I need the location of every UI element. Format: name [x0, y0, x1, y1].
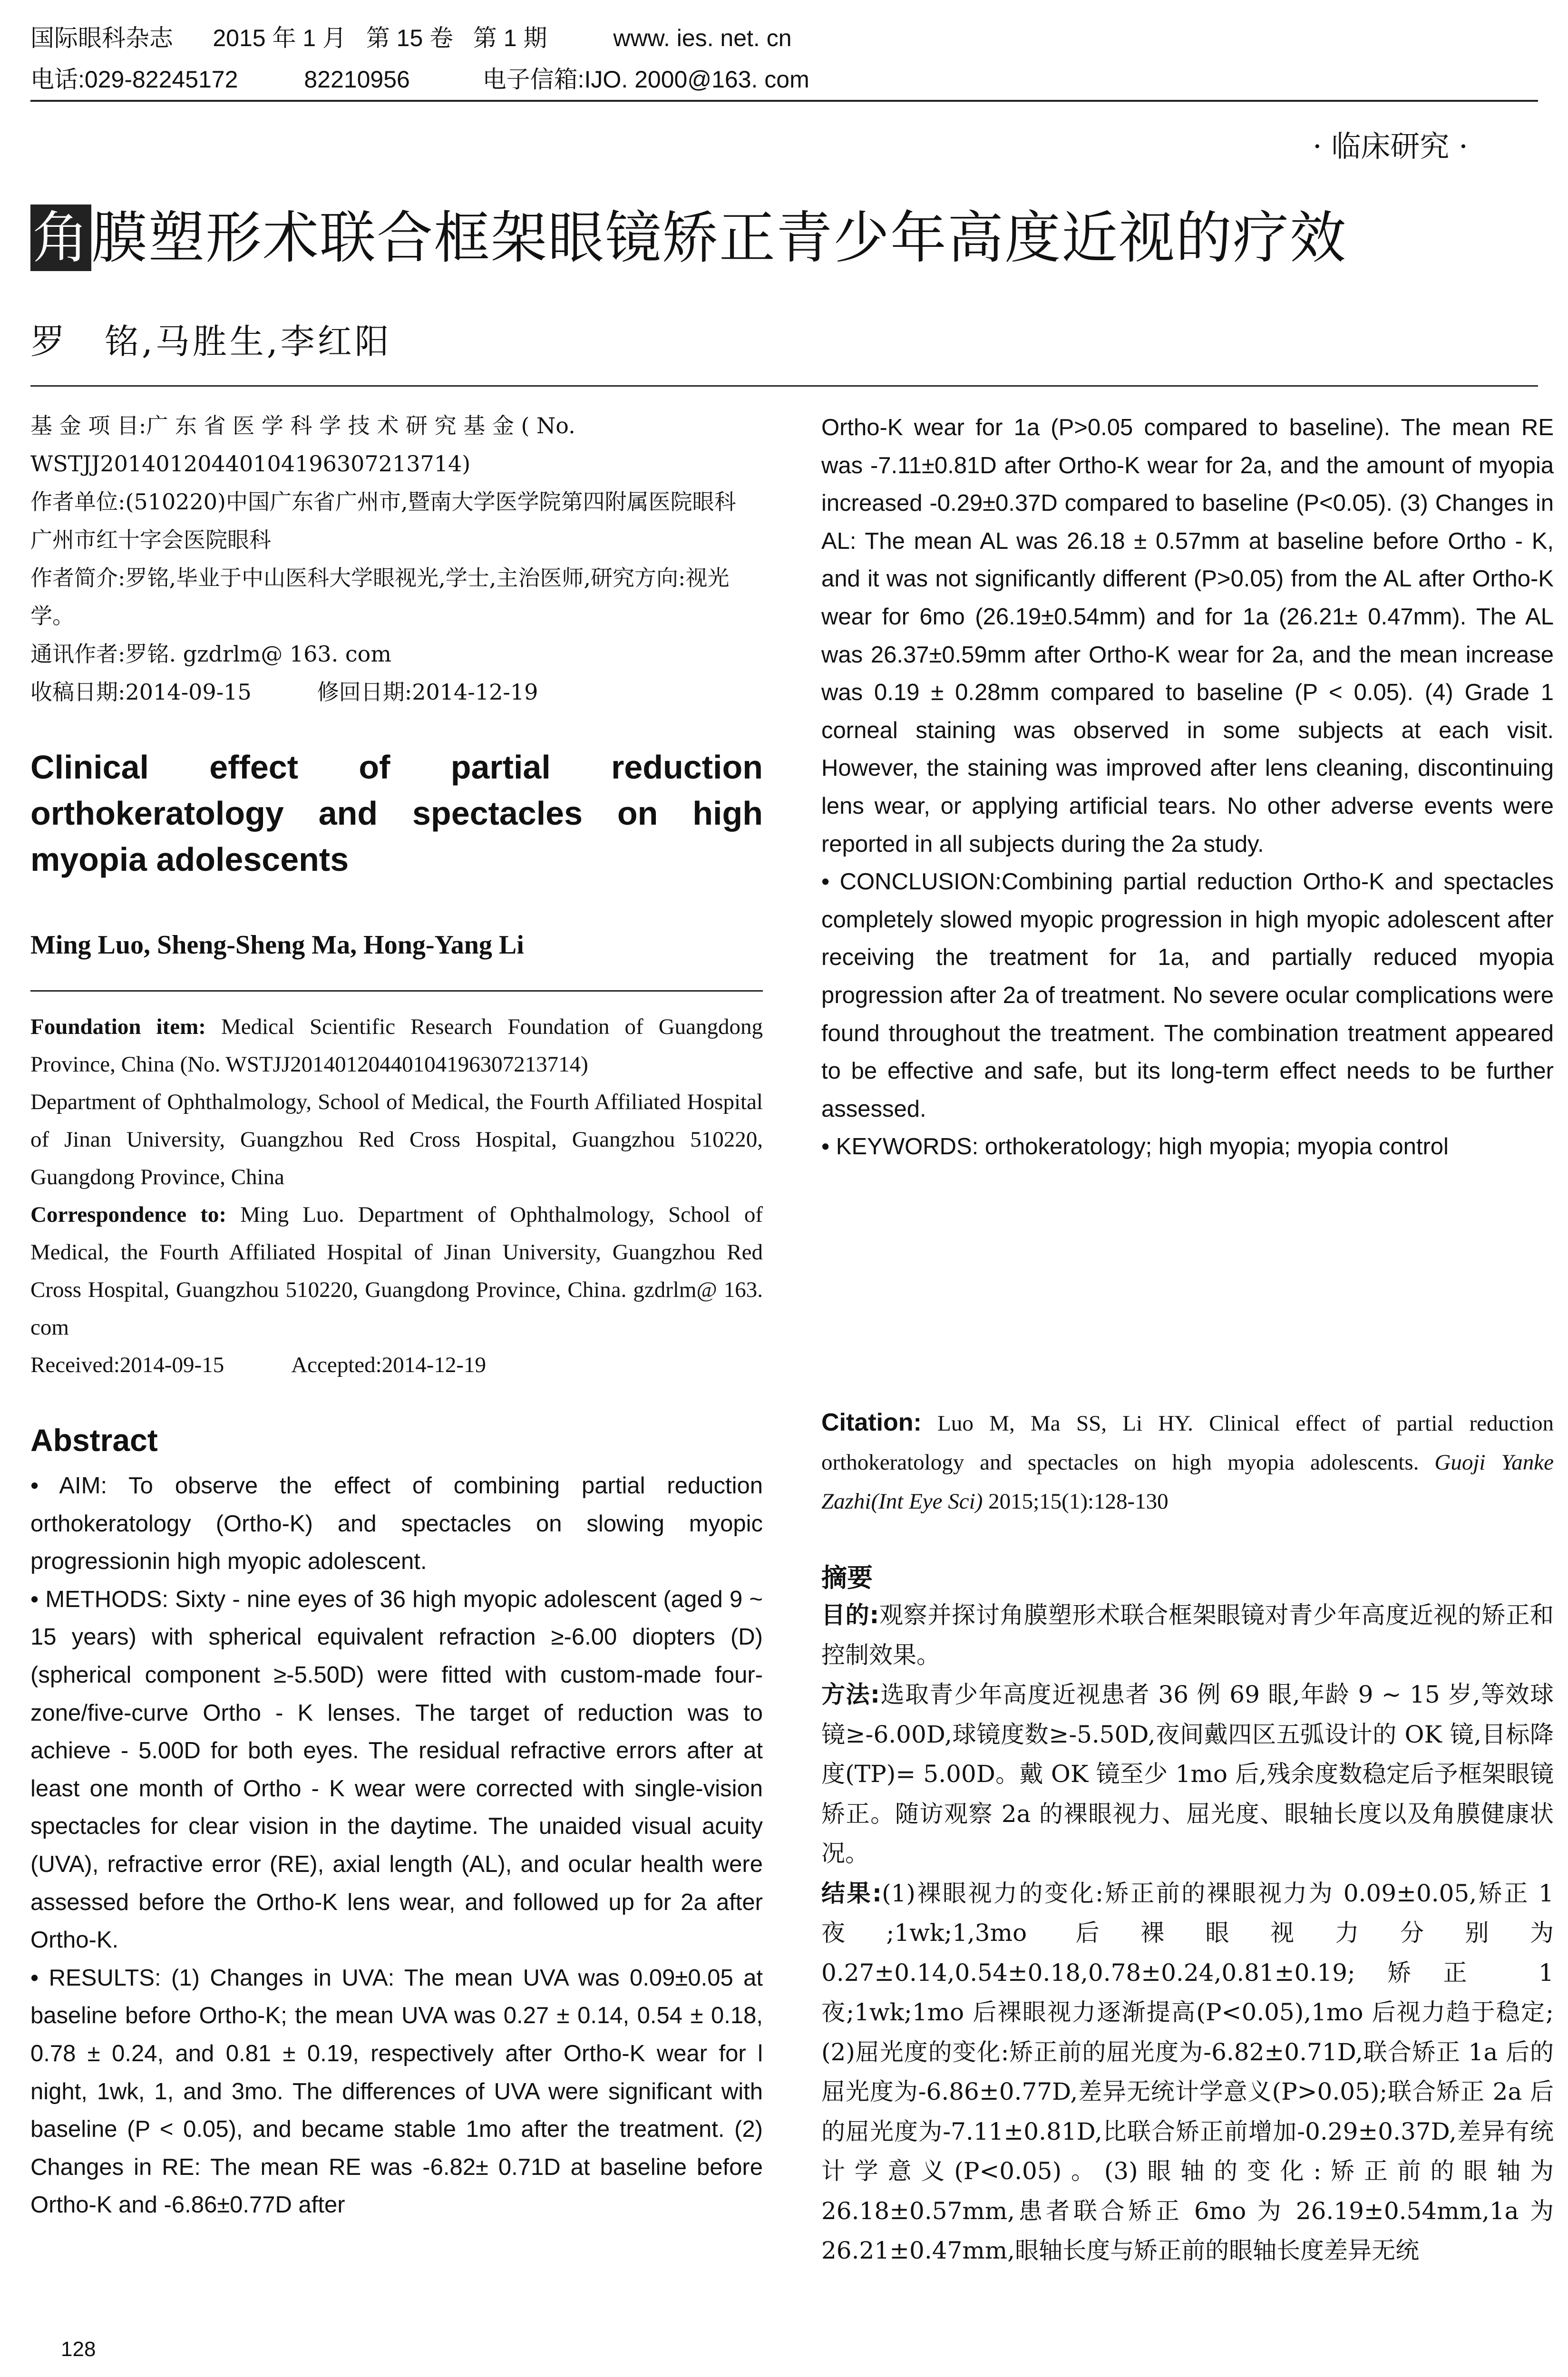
- en-authors-rule: [30, 990, 763, 992]
- cn-meta-correspondence: 通讯作者:罗铭. gzdrlm@ 163. com: [30, 641, 391, 667]
- zh-methods: 方法:选取青少年高度近视患者 36 例 69 眼,年龄 9 ~ 15 岁,等效球镜≥-6.00D,球镜度数≥-5.50D,夜间戴四区五弧设计的 OK 镜,目标降度(TP)= 5.00D。戴 OK 镜至少 1mo 后,残余度数稳定后予框架眼镜矫正。随访观察 2a 的裸眼视力、屈光度、眼轴长度以及角膜健康状况。: [821, 1681, 1554, 1867]
- authors-rule: [30, 385, 1538, 387]
- authors-cn: 罗 铭,马胜生,李红阳: [30, 321, 392, 361]
- citation-text: Luo M, Ma SS, Li HY. Clinical effect of partial reduction orthokeratology and spectacles on high myopia adolescents.: [821, 1411, 1554, 1475]
- abstract-conclusion: • CONCLUSION:Combining partial reduction Ortho-K and spectacles completely slowed myopic progression in high myopic adolescent after receiving the treatment for 1a, and partially reduced myopia progression after 2a of treatment. No severe ocular complications were found throughout the treatment. The combination treatment appeared to be effective and safe, but its long-term effect needs to be further assessed.: [821, 869, 1554, 1122]
- received-accepted: Received:2014-09-15 Accepted:2014-12-19: [30, 1353, 487, 1377]
- journal-header-line2: [30, 64, 809, 95]
- abstract-results-part2: Ortho-K wear for 1a (P>0.05 compared to baseline). The mean RE was -7.11±0.81D after Ortho-K wear for 2a, and the amount of myopia increased -0.29±0.37D compared to baseline (P<0.05). (3) Changes in AL: The mean AL was 26.18 ± 0.57mm at baseline before Ortho - K, and it was not significantly different (P>0.05) from the AL after Ortho-K wear for 6mo (26.19±0.54mm) and for 1a (26.21± 0.47mm). The AL was 26.37±0.59mm after Ortho-K wear for 2a, and the mean increase was 0.19 ± 0.28mm compared to baseline (P < 0.05). (4) Grade 1 corneal staining was observed in some subjects at each visit. However, the staining was improved after lens cleaning, discontinuing lens wear, or applying artificial tears. No other adverse events were reported in all subjects during the 2a study.: [821, 415, 1554, 857]
- phone-2: 82210956: [304, 66, 410, 93]
- en-title: Clinical effect of partial reduction orthokeratology and spectacles on high myopia adolescents: [30, 749, 763, 878]
- citation-label: Citation:: [821, 1409, 922, 1436]
- abstract-heading: Abstract: [30, 1422, 158, 1458]
- email: 电子信箱:IJO. 2000@163. com: [482, 66, 809, 93]
- issue-date: 2015 年 1 月: [213, 25, 347, 51]
- abstract-methods: • METHODS: Sixty - nine eyes of 36 high myopic adolescent (aged 9 ~ 15 years) with spherical equivalent refraction ≥-6.00 diopters (D) (spherical component ≥-5.50D) were fitted with custom-made four-zone/five-curve Ortho - K lenses. The target of reduction was to achieve - 5.00D for both eyes. The residual refractive errors after at least one month of Ortho - K wear were corrected with single-vision spectacles for clear vision in the daytime. The unaided visual acuity (UVA), refractive error (RE), axial length (AL), and ocular health were assessed before the Ortho-K lens wear, and followed up for 2a after Ortho-K.: [30, 1586, 763, 1953]
- article-title: [30, 205, 1347, 271]
- zh-abstract: [821, 1596, 1554, 2271]
- issue: 第 1 期: [473, 25, 547, 51]
- abstract-results-part1: • RESULTS: (1) Changes in UVA: The mean UVA was 0.09±0.05 at baseline before Ortho-K; the mean UVA was 0.27 ± 0.14, 0.54 ± 0.18, 0.78 ± 0.24, and 0.81 ± 0.19, respectively after Ortho-K wear for l night, 1wk, 1, and 3mo. The differences of UVA were significant with baseline (P < 0.05), and became stable 1mo after the treatment. (2) Changes in RE: The mean RE was -6.82± 0.71D at baseline before Ortho-K and -6.86±0.77D after: [30, 1965, 763, 2218]
- zh-aim: 目的:观察并探讨角膜塑形术联合框架眼镜对青少年高度近视的矫正和控制效果。: [821, 1601, 1554, 1669]
- zh-abstract-heading: 摘要: [821, 1563, 873, 1593]
- journal-website: www. ies. net. cn: [613, 25, 792, 51]
- cn-meta: [30, 407, 763, 711]
- zh-results: 结果:(1)裸眼视力的变化:矫正前的裸眼视力为 0.09±0.05,矫正 1 夜;1wk;1,3mo 后裸眼视力分别为 0.27±0.14,0.54±0.18,0.78±0.24,0.81±0.19;矫正 1 夜;1wk;1mo 后裸眼视力逐渐提高(P<0.05),1mo 后视力趋于稳定;(2)屈光度的变化:矫正前的屈光度为-6.82±0.71D,联合矫正 1a 后的屈光度为-6.86±0.77D,差异无统计学意义(P>0.05);联合矫正 2a 后的屈光度为-7.11±0.81D,比联合矫正前增加-0.29±0.37D,差异有统计学意义(P<0.05)。(3)眼轴的变化:矫正前的眼轴为 26.18±0.57mm,患者联合矫正 6mo 为 26.19±0.54mm,1a 为 26.21±0.47mm,眼轴长度与矫正前的眼轴长度差异无统: [821, 1879, 1554, 2264]
- en-meta: [30, 1008, 763, 1384]
- cn-meta-dates: 收稿日期:2014-09-15 修回日期:2014-12-19: [30, 679, 538, 705]
- journal-header-line1: [30, 23, 792, 53]
- volume: 第 15 卷: [366, 25, 454, 51]
- cn-meta-bio: 作者简介:罗铭,毕业于中山医科大学眼视光,学士,主治医师,研究方向:视光学。: [30, 565, 730, 629]
- foundation-item: Foundation item: Medical Scientific Research Foundation of Guangdong Province, China (No. WSTJJ20140120440104196307213714): [30, 1014, 763, 1077]
- journal-name: 国际眼科杂志: [30, 25, 173, 51]
- cn-meta-affiliation: 作者单位:(510220)中国广东省广州市,暨南大学医学院第四附属医院眼科 广州市红十字会医院眼科: [30, 489, 736, 553]
- section-tag: · 临床研究 ·: [1313, 129, 1468, 164]
- abstract-left: [30, 1467, 763, 2224]
- en-authors: Ming Luo, Sheng-Sheng Ma, Hong-Yang Li: [30, 930, 524, 960]
- phone: 电话:029-82245172: [30, 66, 238, 93]
- page-number: 128: [61, 2338, 96, 2361]
- correspondence: Correspondence to: Ming Luo. Department of Ophthalmology, School of Medical, the Fourth Affiliated Hospital of Jinan University, Guangzhou Red Cross Hospital, Guangzhou 510220, Guangdong Province, China. gzdrlm@ 163. com: [30, 1202, 763, 1340]
- abstract-keywords: • KEYWORDS: orthokeratology; high myopia; myopia control: [821, 1134, 1449, 1160]
- citation-journal: Guoji Yanke Zazhi(Int Eye Sci): [821, 1450, 1554, 1514]
- title-rest: 膜塑形术联合框架眼镜矫正青少年高度近视的疗效: [91, 205, 1347, 271]
- cn-meta-foundation: 基 金 项 目:广 东 省 医 学 科 学 技 术 研 究 基 金 ( No. WSTJJ20140120440104196307213714): [30, 413, 575, 477]
- department: Department of Ophthalmology, School of Medical, the Fourth Affiliated Hospital of Jinan University, Guangzhou Red Cross Hospital, Guangzhou 510220, Guangdong Province, China: [30, 1090, 763, 1189]
- citation: [821, 1403, 1554, 1521]
- title-first-char: 角: [30, 205, 91, 271]
- abstract-aim: • AIM: To observe the effect of combining partial reduction orthokeratology (Ortho-K) and spectacles on slowing myopic progressionin high myopic adolescent.: [30, 1473, 763, 1575]
- header-rule: [30, 100, 1538, 102]
- citation-tail: 2015;15(1):128-130: [988, 1489, 1169, 1514]
- abstract-right: [821, 409, 1554, 1166]
